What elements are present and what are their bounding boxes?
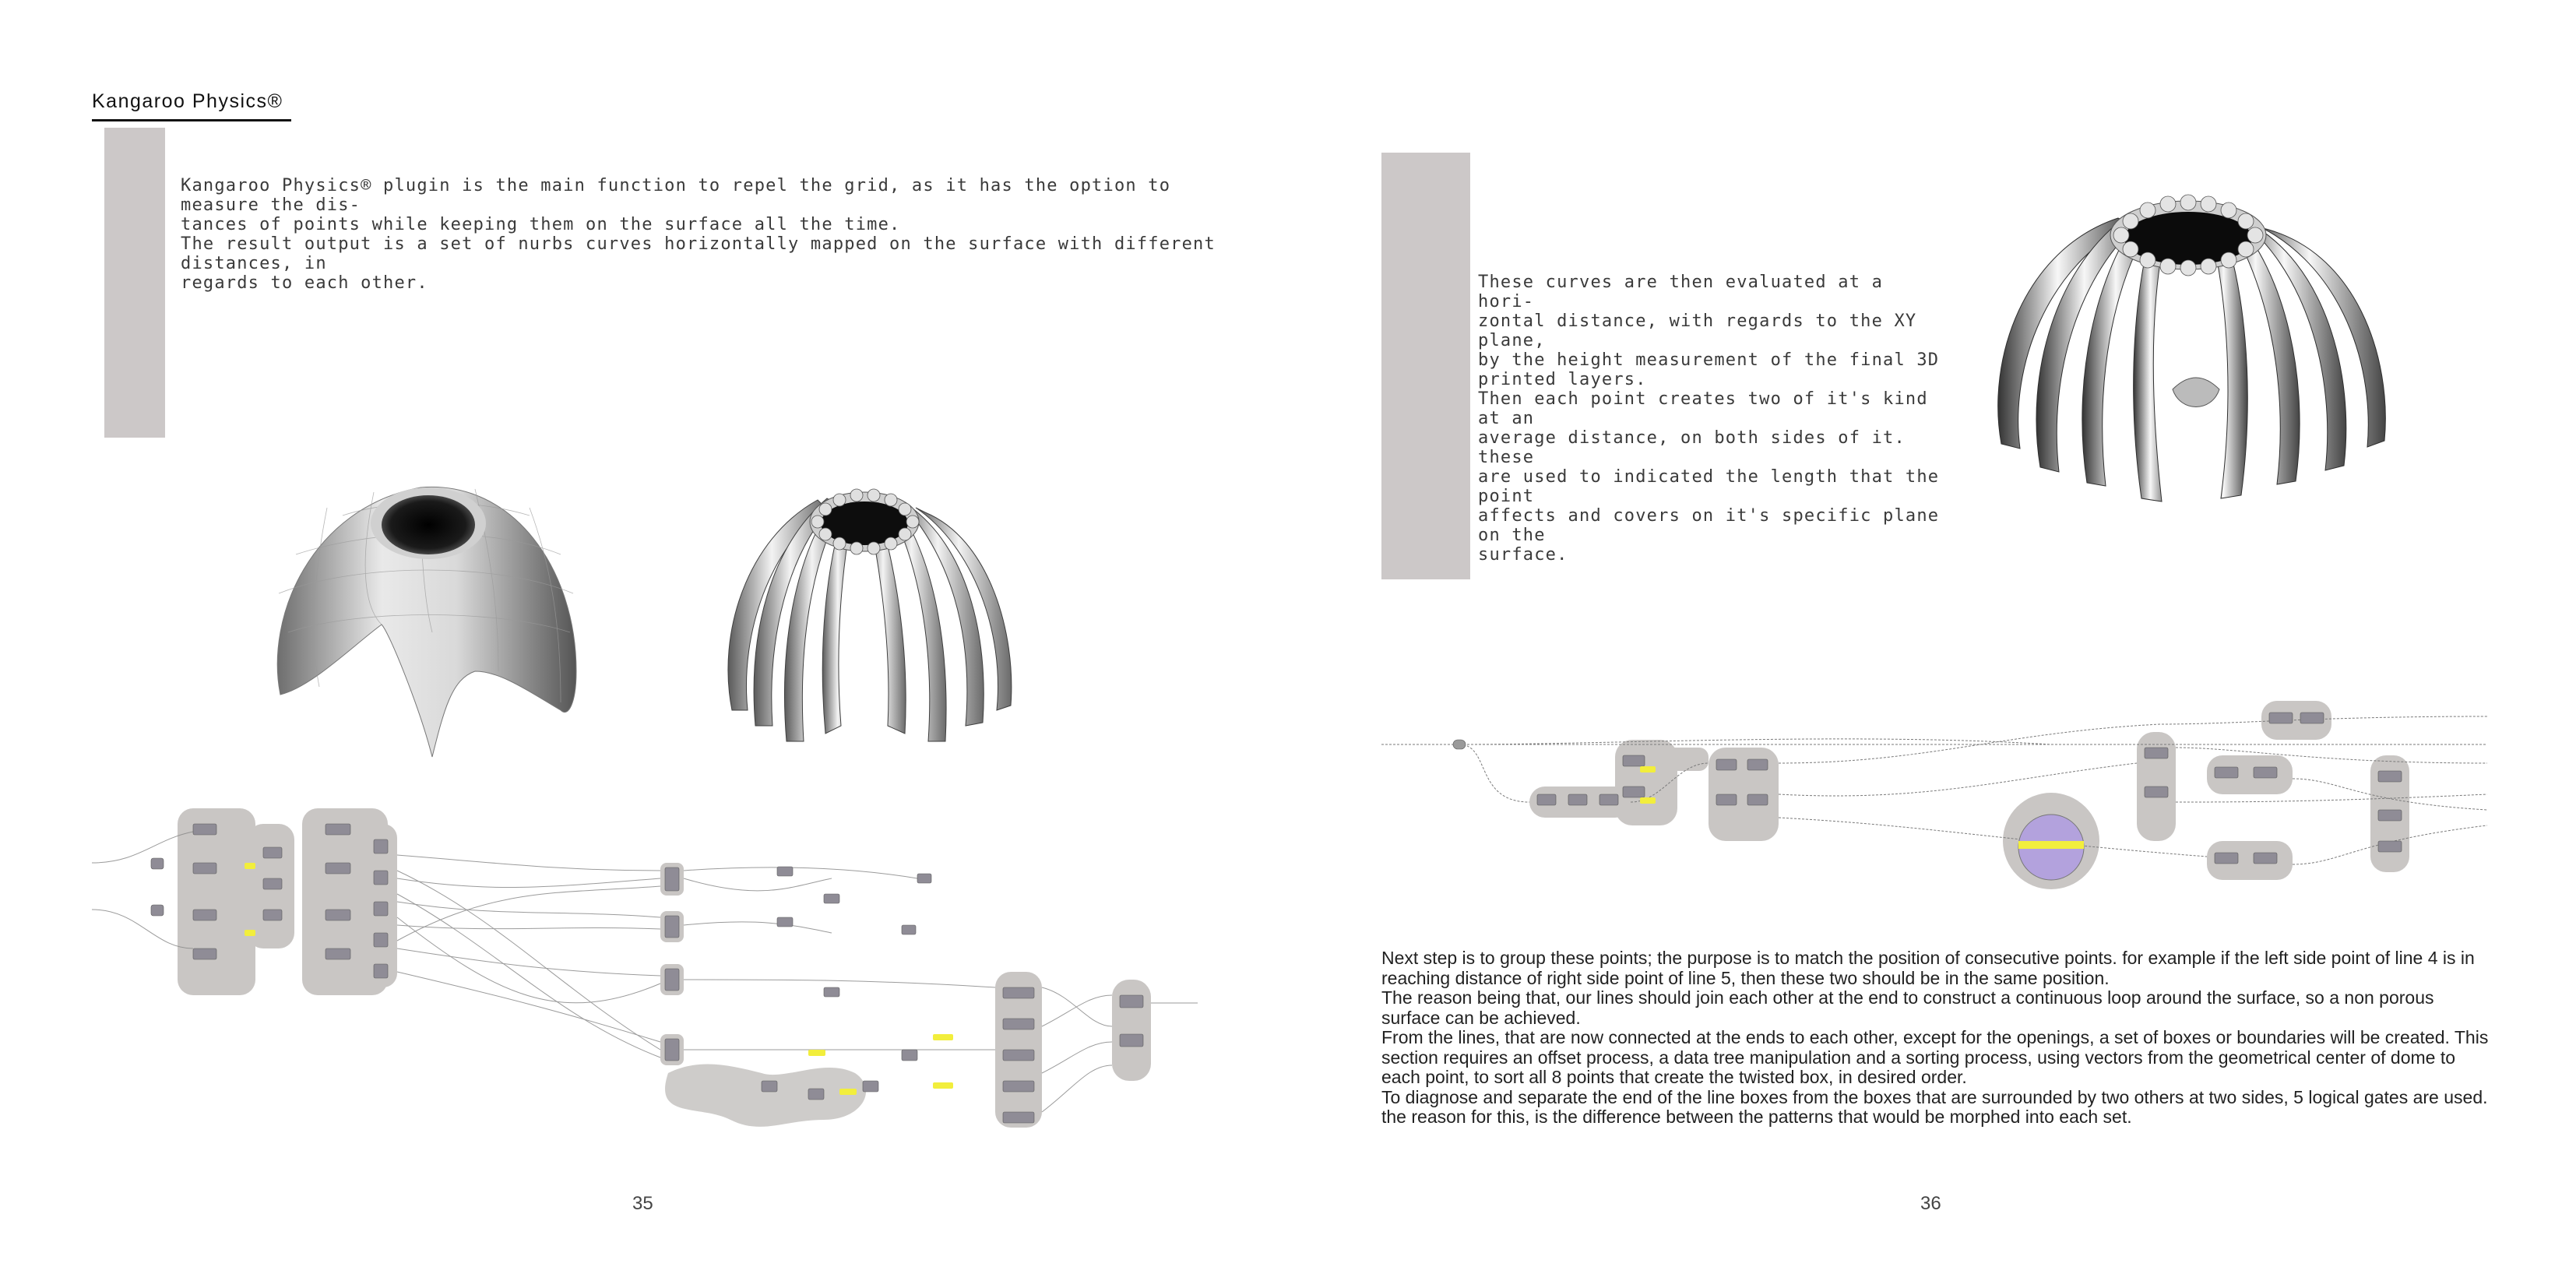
- body-paragraph: From the lines, that are now connected at the ends to each other, except for the openings, a set of boxes or boundaries will be created. This section requires an offset process, a data tree manipulation and a sorting process, using vectors from the geometrical center of dome to each point, to sort all 8 points that create the twisted box, in desired order.: [1381, 1027, 2489, 1087]
- page-number-35: 35: [632, 1193, 653, 1214]
- intro-paragraph: Kangaroo Physics® plugin is the main function to repel the grid, as it has the option to measure the dis- tances of points while keeping them on the surface all the time. The result output is a set of nurbs curves horizontally mapped on the surface with different distances, in regards to each other.: [181, 176, 1216, 293]
- body-paragraph: The reason being that, our lines should join each other at the end to construct a continuous loop around the surface, so a non porous surface can be achieved.: [1381, 987, 2434, 1028]
- body-paragraph: Next step is to group these points; the purpose is to match the position of consecutive points. for example if the left side point of line 4 is in reaching distance of right side point of line 5, then these two should be in the same position.: [1381, 948, 2475, 988]
- process-description: [1381, 948, 2495, 1128]
- twisted-dome-render: [1978, 187, 2398, 545]
- body-paragraph: To diagnose and separate the end of the line boxes from the boxes that are surrounded by two others at two sides, 5 logical gates are used. the reason for this, is the difference between the patterns that would be morphed into each set.: [1381, 1086, 2488, 1127]
- accent-bar-right: [1381, 153, 1470, 579]
- curves-paragraph: These curves are then evaluated at a hori- zontal distance, with regards to the XY plane, by the height measurement of the final 3D printed layers. Then each point creates two of it's kind at an average distance, on both sides of it. these are used to indicated the length that the point affects and covers on it's specific plane on the surface.: [1478, 273, 1940, 565]
- section-title: Kangaroo Physics®: [92, 90, 291, 121]
- page-number-36: 36: [1920, 1193, 1941, 1214]
- grasshopper-definition-right: [1381, 685, 2487, 911]
